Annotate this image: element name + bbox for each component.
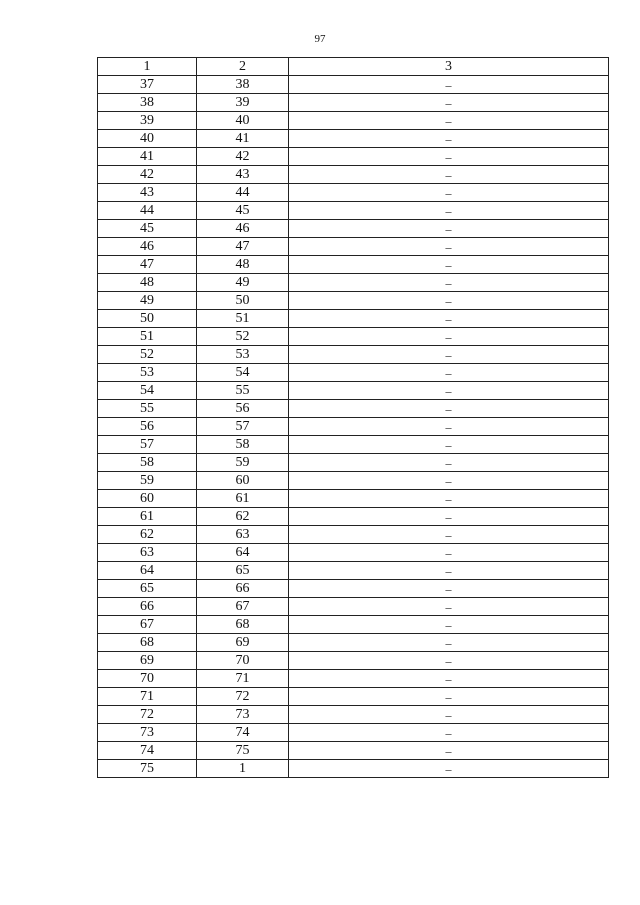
- table-row: [98, 148, 609, 166]
- table-cell-col-2: 47: [197, 238, 289, 256]
- table-row: [98, 202, 609, 220]
- table-cell-col-3: –: [289, 688, 609, 706]
- table-row: [98, 634, 609, 652]
- table-row: [98, 256, 609, 274]
- table-cell-col-1: 70: [98, 670, 197, 688]
- table-row: [98, 706, 609, 724]
- table-cell-col-1: 67: [98, 616, 197, 634]
- column-header-2: 2: [197, 58, 289, 76]
- table-cell-col-2: 55: [197, 382, 289, 400]
- table-cell-col-1: 73: [98, 724, 197, 742]
- table-cell-col-3: –: [289, 76, 609, 94]
- table-cell-col-1: 72: [98, 706, 197, 724]
- table-cell-col-1: 39: [98, 112, 197, 130]
- table-cell-col-2: 67: [197, 598, 289, 616]
- table-header-row: [98, 58, 609, 76]
- table-cell-col-3: –: [289, 436, 609, 454]
- table-row: [98, 562, 609, 580]
- table-row: [98, 400, 609, 418]
- table-row: [98, 76, 609, 94]
- table-cell-col-3: –: [289, 454, 609, 472]
- table-cell-col-3: –: [289, 526, 609, 544]
- table-cell-col-3: –: [289, 760, 609, 778]
- table-cell-col-1: 66: [98, 598, 197, 616]
- table-cell-col-2: 45: [197, 202, 289, 220]
- table-cell-col-3: –: [289, 652, 609, 670]
- table-row: [98, 328, 609, 346]
- table-cell-col-1: 45: [98, 220, 197, 238]
- table-cell-col-1: 46: [98, 238, 197, 256]
- table-cell-col-2: 70: [197, 652, 289, 670]
- table-cell-col-1: 43: [98, 184, 197, 202]
- table-cell-col-2: 52: [197, 328, 289, 346]
- table-row: [98, 526, 609, 544]
- table-cell-col-1: 44: [98, 202, 197, 220]
- table-row: [98, 418, 609, 436]
- table-row: [98, 688, 609, 706]
- table-cell-col-2: 60: [197, 472, 289, 490]
- table-cell-col-3: –: [289, 346, 609, 364]
- table-cell-col-1: 49: [98, 292, 197, 310]
- table-row: [98, 508, 609, 526]
- table-cell-col-1: 38: [98, 94, 197, 112]
- table-cell-col-1: 61: [98, 508, 197, 526]
- table-cell-col-3: –: [289, 580, 609, 598]
- table-cell-col-2: 58: [197, 436, 289, 454]
- table-cell-col-1: 42: [98, 166, 197, 184]
- table-cell-col-1: 47: [98, 256, 197, 274]
- table-cell-col-2: 62: [197, 508, 289, 526]
- table-cell-col-2: 64: [197, 544, 289, 562]
- table-cell-col-1: 40: [98, 130, 197, 148]
- table-cell-col-3: –: [289, 508, 609, 526]
- table-cell-col-2: 50: [197, 292, 289, 310]
- table-cell-col-1: 75: [98, 760, 197, 778]
- table-row: [98, 544, 609, 562]
- table-cell-col-1: 56: [98, 418, 197, 436]
- table-cell-col-3: –: [289, 112, 609, 130]
- table-cell-col-2: 44: [197, 184, 289, 202]
- table-cell-col-3: –: [289, 274, 609, 292]
- table-cell-col-3: –: [289, 328, 609, 346]
- table-row: [98, 364, 609, 382]
- table-cell-col-3: –: [289, 166, 609, 184]
- table-cell-col-1: 50: [98, 310, 197, 328]
- table-row: [98, 310, 609, 328]
- table-cell-col-1: 59: [98, 472, 197, 490]
- table-cell-col-3: –: [289, 706, 609, 724]
- table-cell-col-2: 68: [197, 616, 289, 634]
- table-cell-col-2: 53: [197, 346, 289, 364]
- table-cell-col-2: 75: [197, 742, 289, 760]
- table-row: [98, 454, 609, 472]
- table-row: [98, 472, 609, 490]
- table-cell-col-3: –: [289, 562, 609, 580]
- table-cell-col-2: 57: [197, 418, 289, 436]
- table-cell-col-2: 42: [197, 148, 289, 166]
- table-row: [98, 580, 609, 598]
- table-row: [98, 724, 609, 742]
- table-cell-col-1: 65: [98, 580, 197, 598]
- table-cell-col-1: 53: [98, 364, 197, 382]
- table-cell-col-3: –: [289, 256, 609, 274]
- table-cell-col-1: 62: [98, 526, 197, 544]
- table-cell-col-3: –: [289, 220, 609, 238]
- page-number: 97: [314, 33, 326, 45]
- table-row: [98, 292, 609, 310]
- table-cell-col-3: –: [289, 202, 609, 220]
- table-cell-col-1: 60: [98, 490, 197, 508]
- table-row: [98, 760, 609, 778]
- table-cell-col-2: 59: [197, 454, 289, 472]
- table-cell-col-2: 74: [197, 724, 289, 742]
- table-cell-col-1: 54: [98, 382, 197, 400]
- table-cell-col-2: 66: [197, 580, 289, 598]
- table-cell-col-1: 41: [98, 148, 197, 166]
- table-cell-col-2: 72: [197, 688, 289, 706]
- table-row: [98, 436, 609, 454]
- table-row: [98, 616, 609, 634]
- table-cell-col-3: –: [289, 292, 609, 310]
- table-cell-col-1: 52: [98, 346, 197, 364]
- table-cell-col-2: 63: [197, 526, 289, 544]
- table-cell-col-2: 1: [197, 760, 289, 778]
- table-cell-col-3: –: [289, 364, 609, 382]
- table-cell-col-1: 69: [98, 652, 197, 670]
- table-cell-col-1: 58: [98, 454, 197, 472]
- table-cell-col-3: –: [289, 184, 609, 202]
- table-cell-col-1: 64: [98, 562, 197, 580]
- table-row: [98, 184, 609, 202]
- table-cell-col-3: –: [289, 742, 609, 760]
- table-cell-col-3: –: [289, 418, 609, 436]
- table-cell-col-3: –: [289, 472, 609, 490]
- table-header: [98, 58, 609, 76]
- table-cell-col-2: 73: [197, 706, 289, 724]
- table-cell-col-2: 48: [197, 256, 289, 274]
- table-cell-col-1: 68: [98, 634, 197, 652]
- table-cell-col-2: 49: [197, 274, 289, 292]
- table-cell-col-3: –: [289, 382, 609, 400]
- table-cell-col-3: –: [289, 598, 609, 616]
- table-row: [98, 220, 609, 238]
- table-cell-col-3: –: [289, 94, 609, 112]
- table-row: [98, 238, 609, 256]
- table-row: [98, 652, 609, 670]
- column-header-3: 3: [289, 58, 609, 76]
- table-cell-col-1: 51: [98, 328, 197, 346]
- table-row: [98, 274, 609, 292]
- table-row: [98, 742, 609, 760]
- table-cell-col-3: –: [289, 544, 609, 562]
- table-cell-col-3: –: [289, 616, 609, 634]
- table-cell-col-3: –: [289, 400, 609, 418]
- table-row: [98, 94, 609, 112]
- table-cell-col-2: 43: [197, 166, 289, 184]
- table-cell-col-3: –: [289, 148, 609, 166]
- table-row: [98, 166, 609, 184]
- table-cell-col-2: 41: [197, 130, 289, 148]
- table-cell-col-2: 51: [197, 310, 289, 328]
- table-cell-col-2: 71: [197, 670, 289, 688]
- table-row: [98, 490, 609, 508]
- table-cell-col-2: 46: [197, 220, 289, 238]
- table-cell-col-1: 71: [98, 688, 197, 706]
- table-cell-col-2: 61: [197, 490, 289, 508]
- table-cell-col-2: 39: [197, 94, 289, 112]
- column-header-1: 1: [98, 58, 197, 76]
- table-cell-col-1: 48: [98, 274, 197, 292]
- table-row: [98, 670, 609, 688]
- table-row: [98, 112, 609, 130]
- table-cell-col-3: –: [289, 238, 609, 256]
- table-cell-col-1: 63: [98, 544, 197, 562]
- table-cell-col-3: –: [289, 724, 609, 742]
- table-cell-col-2: 54: [197, 364, 289, 382]
- table-cell-col-1: 74: [98, 742, 197, 760]
- table-cell-col-3: –: [289, 310, 609, 328]
- table-cell-col-2: 40: [197, 112, 289, 130]
- table-row: [98, 382, 609, 400]
- data-table: [97, 57, 609, 778]
- table-cell-col-2: 65: [197, 562, 289, 580]
- table-cell-col-3: –: [289, 130, 609, 148]
- table-cell-col-1: 37: [98, 76, 197, 94]
- table-cell-col-2: 56: [197, 400, 289, 418]
- table-cell-col-1: 57: [98, 436, 197, 454]
- table-row: [98, 598, 609, 616]
- table-cell-col-2: 38: [197, 76, 289, 94]
- table-cell-col-3: –: [289, 634, 609, 652]
- table-row: [98, 130, 609, 148]
- table-row: [98, 346, 609, 364]
- table-cell-col-3: –: [289, 490, 609, 508]
- table-cell-col-2: 69: [197, 634, 289, 652]
- table-cell-col-1: 55: [98, 400, 197, 418]
- table-body: [98, 76, 609, 778]
- table-cell-col-3: –: [289, 670, 609, 688]
